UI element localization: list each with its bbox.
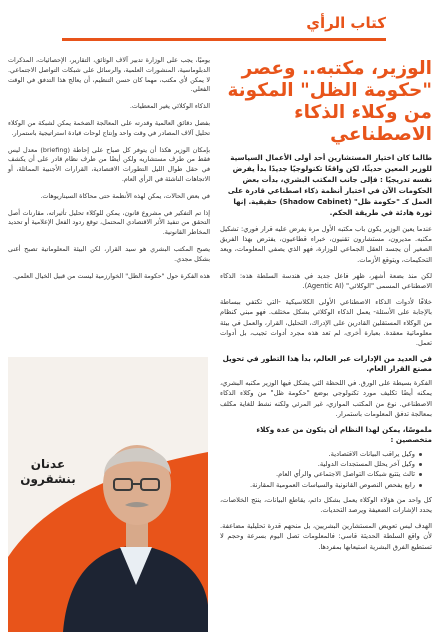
paragraph: الذكاء الوكلائي يغير المعطيات. — [129, 102, 210, 111]
article-side-column — [8, 56, 210, 288]
paragraph: يوميًا، يجب على الوزارة تدبير آلاف الوثائق، التقارير، الإحصائيات، المذكرات الدبلوماسية، المنشورات العلمية، والرسائل على شبكات التواصل الاجتماعي. لا يمكن لأي مكتب، مهما كان حسن التنظيم، أن يعالج هذا التدفق في الوقت الفعلي. — [8, 56, 210, 94]
paragraph: بفضل دقائق العالمية وقدرته على المعالجة الضخمة يمكن لشبكة من الوكلاء تحليل آلاف المصادر في وقت واحد وإنتاج لوحات قيادة استراتيجية باستمرار. — [8, 118, 210, 137]
paragraph: الفكرة بسيطة على الورق. في اللحظة التي يشكل فيها الوزير مكتبه البشري، يمكنه أيضًا تكليف مورد تكنولوجي بوضع "حكومة ظل" من وكلاء الذكاء الاصطناعي. نوع من المكتب الموازي، غير المرئي ولكنه نشط للغاية مكلف بمعالجة تدفق المعلومات باستمرار. — [220, 379, 432, 418]
paragraph: بإمكان الوزير هكذا أن يتوفر كل صباح على إحاطة (briefing) معدل ليس فقط من طرف مستشاريه ولكن أيضًا من طرف نظام قادر على أن يكشف في حقل طوال الليل التطورات الاقتصادية، القرارات الأجنبية المماثلة، أو الاتجاهات الناشئة في الرأي العام. — [8, 145, 210, 183]
author-portrait-illustration — [8, 357, 208, 632]
author-name — [18, 457, 78, 487]
header-spacer — [0, 0, 62, 54]
paragraph: الهدف ليس تعويض المستشارين البشريين، بل منحهم قدرة تحليلية مضاعفة. لأن واقع السلطة الحديثة قاسي: فالمعلومات تصل اليوم بسرعة وحجم لا تستطيع الفرق البشرية استيعابها بمفردها. — [220, 522, 432, 551]
paragraph: في بعض الحالات، يمكن لهذه الأنظمة حتى محاكاة السيناريوهات. — [40, 191, 210, 200]
article-main-column — [220, 54, 432, 632]
article-title: الوزير، مكتبه.. وعصر "حكومة الظل" المكونة من وكلاء الذكاء الاصطناعي — [227, 58, 432, 145]
subheading: في العديد من الإدارات عبر العالم، بدأ هذا التطور في تحويل مصنع القرار العام. — [222, 354, 432, 374]
paragraph: لكن منذ بضعة أشهر، ظهر فاعل جديد في هندسة السلطة هذه: الذكاء الاصطناعي المسمى "الوكلائي" (Agentic AI). — [220, 271, 432, 291]
paragraph: يصبح المكتب البشري هو سيد القرار، لكن البيئة المعلوماتية تصبح أغنى بشكل مجدي. — [8, 244, 210, 263]
page-header — [0, 0, 446, 54]
section-label: كتاب الرأي — [306, 14, 386, 32]
list-item: ثالث يتتبع شبكات التواصل الاجتماعي والرأي العام. — [220, 469, 422, 479]
agent-list — [220, 449, 432, 490]
paragraph: عندما يعين الوزير يكون باب مكتبه الأول مرة يفرض عليه قرار فوري: تشكيل مكتبه. مديرون، مستشارون تقنيون، خبراء قطاعيون، يفترض بهذا الفريق الصغير أن يجسد العقل الجماعي للوزارة، فهو الذي يصفي المعلومات، ويعد التحكيمات، ويتوقع الأزمات. — [220, 225, 432, 264]
author-last-name: بنشقرون — [20, 472, 76, 486]
article-lead: طالما كان اختيار المستشارين أحد أولى الأعمال السياسية للوزير المعين حديثًا، لكن واقعًا تكنولوجيًا جديدًا بدأ يفرض نفسه تدريجيًا : فإلى جانب المكتب البشري، بدأت بعض الحكومات الآن في اختبار أنظمة ذكاء اصطناعي قادرة على العمل كـ "حكومة ظل" (Shadow Cabinet) حقيقية. إنها ثورة هادئة في طريقة الحكم. — [227, 153, 432, 217]
author-photo — [8, 357, 208, 632]
list-item: وكيل يراقب البيانات الاقتصادية. — [220, 449, 422, 459]
paragraph: كل واحد من هؤلاء الوكلاء يعمل بشكل دائم، يقاطع البيانات، ينتج الخلاصات، يحدد الإشارات الضعيفة ويرصد التحديات. — [220, 495, 432, 515]
list-item: رابع يفحص النصوص القانونية والسياسات العمومية المقارنة. — [220, 480, 422, 490]
paragraph: خلافًا لأدوات الذكاء الاصطناعي الأولى الكلاسيكية -التي تكتفي ببساطة بالإجابة على الأسئلة- يعمل الذكاء الوكلائي بشكل مختلف. فهو مبني كنظام من الوكلاء المستقلين القادرين على الإدراك، التحليل، القرار، والعمل في بيئة معلوماتية معقدة. بعبارة أخرى، لم تعد هذه مجرد أدوات تجيب، بل أدوات تعمل. — [220, 298, 432, 348]
header-rule — [62, 38, 386, 41]
author-first-name: عدنان — [30, 457, 66, 471]
subheading: ملموسًا، يمكن لهذا النظام أن يتكون من عدة وكلاء متخصصين : — [256, 425, 432, 445]
list-item: وكيل آخر يحلل المستجدات الدولية. — [220, 459, 422, 469]
paragraph: إذا تم التفكير في مشروع قانون، يمكن للوكلاء تحليل تأثيراته، مقارنات أصل التحقق من تنفيذ الأثر الاقتصادي المحتمل، توقع ردود الفعل الإعلامية أو تحديد المخاطر القانونية. — [8, 208, 210, 237]
paragraph: هذه الفكرة حول "حكومة الظل" الخوارزمية ليست من قبيل الخيال العلمي. — [12, 271, 210, 280]
